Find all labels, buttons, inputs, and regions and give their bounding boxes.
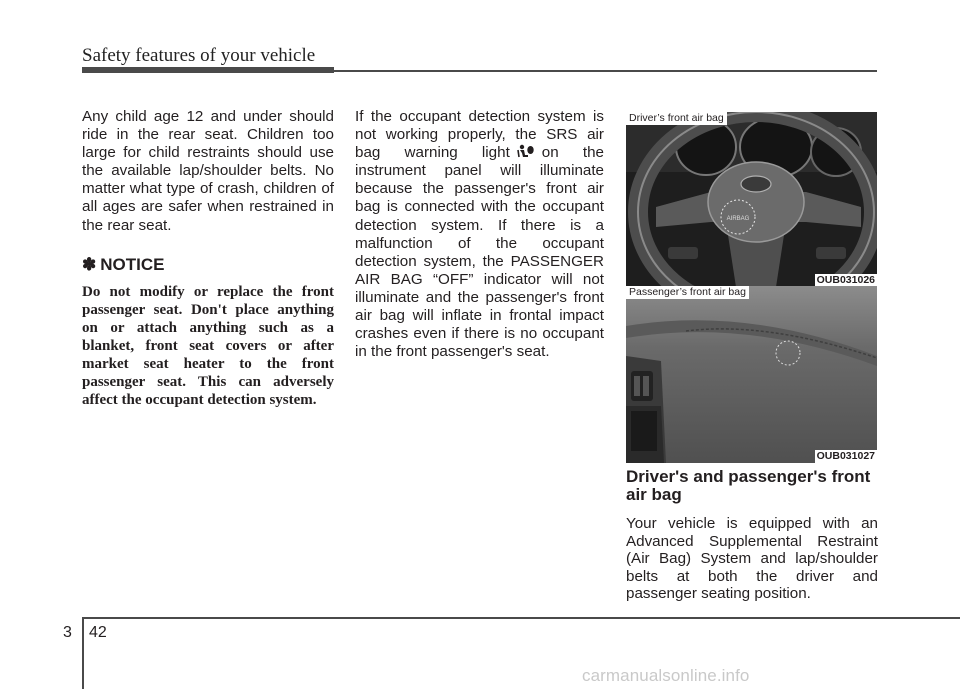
page-title: Safety features of your vehicle: [82, 45, 316, 66]
notice-heading-label: NOTICE: [100, 254, 165, 274]
airbag-badge-text: AIRBAG: [726, 216, 750, 222]
airbag-warning-icon: [516, 144, 536, 160]
footer-rule: [82, 617, 960, 619]
footer-divider: [82, 617, 84, 689]
steering-wheel-illustration: [626, 112, 877, 287]
column-2: [355, 108, 604, 361]
ods-text-part-1: If the occupant detection system is not working properly, the SRS air bag warning light: [355, 108, 604, 162]
driver-airbag-figure: [626, 112, 877, 287]
page-number: 42: [89, 624, 107, 641]
passenger-airbag-figure: [626, 286, 877, 463]
section-text: Your vehicle is equipped with an Advanced Supplemental Restraint (Air Bag) System and lap/shoulder belts at both the driver and passenger seating position.: [626, 515, 878, 603]
driver-airbag-label: Driver’s front air bag: [626, 112, 727, 125]
section-heading: Driver's and passenger's front air bag: [626, 467, 871, 504]
notice-text: Do not modify or replace the front passenger seat. Don't place anything on or attach anything such as a blanket, front seat covers or after market seat heater to the front passenger seat. This can adversely affect the occupant detection system.: [82, 283, 334, 408]
passenger-figure-code: OUB031027: [816, 450, 875, 462]
dashboard-illustration: [626, 286, 877, 463]
notice-heading: [82, 255, 334, 275]
column-3: [626, 468, 878, 603]
header-rule-thick: [82, 67, 334, 73]
child-seating-paragraph: Any child age 12 and under should ride in the rear seat. Children too large for child restraints should use the available lap/shoulder belts. No matter what type of crash, children of all ages are safer when restrained in the rear seat.: [82, 108, 334, 234]
driver-figure-code: OUB031026: [816, 274, 875, 286]
passenger-airbag-label: Passenger’s front air bag: [626, 286, 749, 299]
chapter-number: 3: [63, 624, 72, 641]
header-rule-thin: [334, 70, 877, 72]
column-1: [82, 108, 334, 409]
ods-text-part-2: on the instrument panel will illuminate because the passenger's front air bag is connected with the occupant detection system. If there is a malfunction of the occupant detection system, the PASSENGER AIR BAG “OFF” indicator will not illuminate and the passenger's front air bag will inflate in frontal impact crashes even if there is no occupant in the front passenger's seat.: [355, 144, 605, 361]
notice-icon: ✽: [82, 254, 97, 274]
watermark: carmanualsonline.info: [582, 666, 750, 685]
